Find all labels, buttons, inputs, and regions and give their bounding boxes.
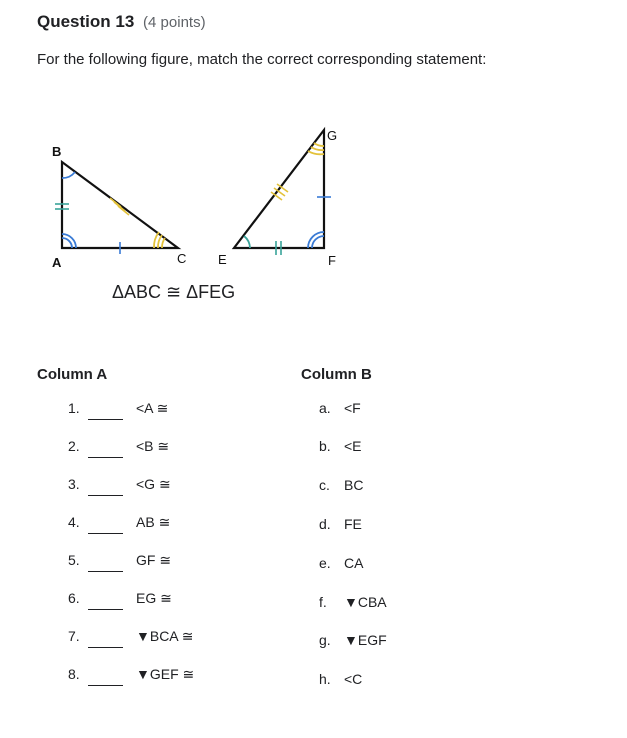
option-text: <F xyxy=(344,400,361,416)
item-number: 2. xyxy=(68,438,80,454)
option-text: ▼CBA xyxy=(344,594,387,610)
item-number: 3. xyxy=(68,476,80,492)
answer-blank[interactable] xyxy=(88,495,123,496)
congruence-statement: ΔABC ≅ ΔFEG xyxy=(112,282,236,302)
triangle-feg xyxy=(234,130,331,255)
column-b-header: Column B xyxy=(301,366,372,383)
item-number: 8. xyxy=(68,666,80,682)
option-text: <C xyxy=(344,671,363,687)
vertex-label-a: A xyxy=(52,255,62,270)
option-letter: e. xyxy=(319,555,331,571)
option-letter: a. xyxy=(319,400,331,416)
question-points: (4 points) xyxy=(143,14,206,31)
option-letter: d. xyxy=(319,516,331,532)
question-title: Question 13 xyxy=(37,12,135,31)
option-text: FE xyxy=(344,516,362,532)
item-text: AB ≅ xyxy=(136,514,171,530)
question-prompt: For the following figure, match the correct corresponding statement: xyxy=(37,51,487,68)
triangle-abc xyxy=(55,162,178,254)
answer-blank[interactable] xyxy=(88,571,123,572)
option-letter: b. xyxy=(319,438,331,454)
vertex-label-c: C xyxy=(177,251,187,266)
option-text: BC xyxy=(344,477,364,493)
item-text: EG ≅ xyxy=(136,590,172,606)
answer-blank[interactable] xyxy=(88,647,123,648)
option-letter: f. xyxy=(319,594,327,610)
item-text: ▼GEF ≅ xyxy=(136,666,195,682)
option-text: CA xyxy=(344,555,364,571)
option-letter: h. xyxy=(319,671,331,687)
item-text: ▼BCA ≅ xyxy=(136,628,194,644)
vertex-label-g: G xyxy=(327,128,338,143)
answer-blank[interactable] xyxy=(88,457,123,458)
item-number: 1. xyxy=(68,400,80,416)
answer-blank[interactable] xyxy=(88,609,123,610)
answer-blank[interactable] xyxy=(88,533,123,534)
column-a-header: Column A xyxy=(37,366,108,383)
item-text: <B ≅ xyxy=(136,438,170,454)
vertex-label-f: F xyxy=(328,253,336,268)
triangle-figure xyxy=(38,118,358,308)
answer-blank[interactable] xyxy=(88,419,123,420)
item-number: 7. xyxy=(68,628,80,644)
answer-blank[interactable] xyxy=(88,685,123,686)
option-letter: c. xyxy=(319,477,330,493)
item-number: 5. xyxy=(68,552,80,568)
item-text: GF ≅ xyxy=(136,552,172,568)
item-text: <A ≅ xyxy=(136,400,169,416)
option-letter: g. xyxy=(319,632,331,648)
item-number: 6. xyxy=(68,590,80,606)
item-text: <G ≅ xyxy=(136,476,171,492)
vertex-label-e: E xyxy=(218,252,227,267)
vertex-label-b: B xyxy=(52,144,62,159)
option-text: ▼EGF xyxy=(344,632,387,648)
item-number: 4. xyxy=(68,514,80,530)
question-header xyxy=(37,12,206,32)
option-text: <E xyxy=(344,438,362,454)
